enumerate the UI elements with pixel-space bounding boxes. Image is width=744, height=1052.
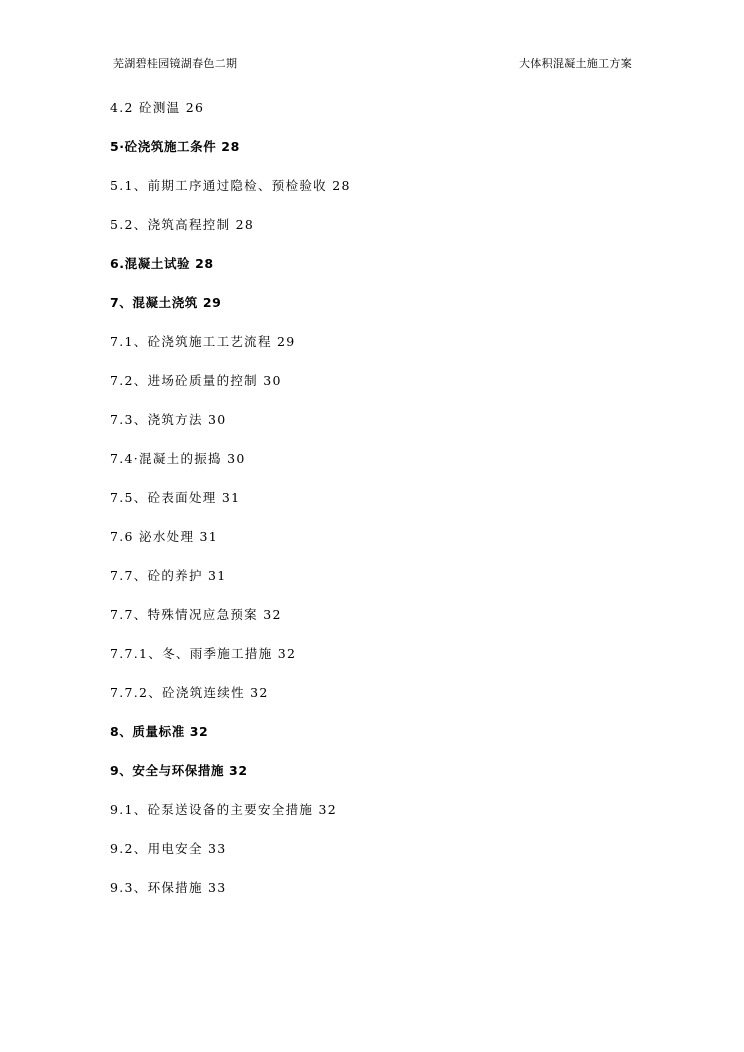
toc-entry[interactable]: 9.2、用电安全 33 bbox=[110, 841, 227, 856]
header-project-name: 芜湖碧桂园镜湖春色二期 bbox=[113, 57, 238, 70]
toc-entry[interactable]: 7.2、进场砼质量的控制 30 bbox=[110, 373, 282, 388]
toc-entry[interactable]: 5.1、前期工序通过隐检、预检验收 28 bbox=[110, 178, 351, 193]
toc-entry[interactable]: 7.5、砼表面处理 31 bbox=[110, 490, 241, 505]
toc-entry[interactable]: 7.7.1、冬、雨季施工措施 32 bbox=[110, 646, 297, 661]
toc-entry[interactable]: 4.2 砼测温 26 bbox=[110, 100, 205, 115]
toc-entry[interactable]: 9、安全与环保措施 32 bbox=[110, 763, 248, 778]
header-document-title: 大体积混凝土施工方案 bbox=[519, 57, 632, 70]
toc-entry[interactable]: 7.4·混凝土的振捣 30 bbox=[110, 451, 246, 466]
toc-entry[interactable]: 7.7、砼的养护 31 bbox=[110, 568, 227, 583]
toc-entry[interactable]: 6.混凝土试验 28 bbox=[110, 256, 214, 271]
toc-entry[interactable]: 9.3、环保措施 33 bbox=[110, 880, 227, 895]
toc-entry[interactable]: 7、混凝土浇筑 29 bbox=[110, 295, 222, 310]
toc-entry[interactable]: 9.1、砼泵送设备的主要安全措施 32 bbox=[110, 802, 337, 817]
toc-entry[interactable]: 8、质量标准 32 bbox=[110, 724, 209, 739]
toc-entry[interactable]: 7.3、浇筑方法 30 bbox=[110, 412, 227, 427]
toc-entry[interactable]: 7.6 泌水处理 31 bbox=[110, 529, 219, 544]
toc-entry[interactable]: 7.1、砼浇筑施工工艺流程 29 bbox=[110, 334, 296, 349]
toc-entry[interactable]: 7.7、特殊情况应急预案 32 bbox=[110, 607, 282, 622]
toc-entry[interactable]: 5·砼浇筑施工条件 28 bbox=[110, 139, 240, 154]
toc-entry[interactable]: 7.7.2、砼浇筑连续性 32 bbox=[110, 685, 269, 700]
table-of-contents bbox=[110, 96, 650, 915]
toc-entry[interactable]: 5.2、浇筑高程控制 28 bbox=[110, 217, 255, 232]
